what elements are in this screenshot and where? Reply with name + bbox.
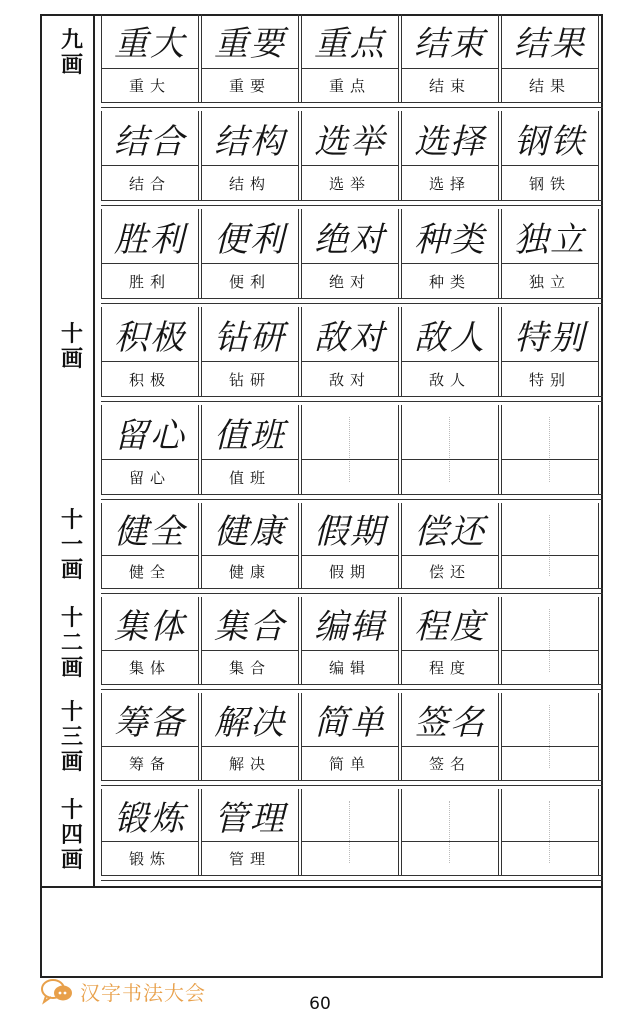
printed-word: 种类 bbox=[428, 272, 471, 291]
printed-word: 独立 bbox=[528, 272, 571, 291]
word-cell bbox=[501, 209, 599, 298]
handwritten-word: 积极 bbox=[102, 307, 198, 362]
empty-cell bbox=[501, 503, 599, 588]
printed-word bbox=[302, 842, 398, 875]
handwritten-word: 选择 bbox=[402, 111, 498, 166]
word-cell bbox=[101, 14, 199, 102]
printed-word: 集体 bbox=[128, 658, 171, 677]
handwritten-word bbox=[502, 503, 598, 556]
handwritten-word: 健康 bbox=[202, 503, 298, 556]
word-cell bbox=[401, 597, 499, 684]
footer-divider bbox=[40, 886, 603, 888]
handwritten-word: 钻研 bbox=[202, 307, 298, 362]
handwritten-word: 种类 bbox=[402, 209, 498, 264]
printed-word bbox=[402, 842, 498, 875]
handwritten-word: 钢铁 bbox=[502, 111, 598, 166]
grid-row bbox=[101, 693, 603, 780]
printed-word: 假期 bbox=[328, 563, 371, 582]
row-separator bbox=[101, 200, 603, 206]
row-separator bbox=[101, 780, 603, 786]
word-cell bbox=[401, 209, 499, 298]
grid-row bbox=[101, 14, 603, 102]
word-cell bbox=[501, 14, 599, 102]
printed-word bbox=[502, 460, 598, 494]
handwritten-word: 值班 bbox=[202, 405, 298, 460]
printed-word: 胜利 bbox=[128, 272, 171, 291]
printed-word: 结合 bbox=[128, 174, 171, 193]
handwritten-word: 偿还 bbox=[402, 503, 498, 556]
printed-word: 偿还 bbox=[428, 563, 471, 582]
empty-cell bbox=[401, 405, 499, 494]
handwritten-word bbox=[502, 597, 598, 651]
handwritten-word bbox=[502, 693, 598, 747]
printed-word: 绝对 bbox=[328, 272, 371, 291]
handwritten-word: 结束 bbox=[402, 14, 498, 69]
word-cell bbox=[101, 111, 199, 200]
empty-cell bbox=[501, 597, 599, 684]
handwritten-word: 假期 bbox=[302, 503, 398, 556]
printed-word: 留心 bbox=[128, 468, 171, 487]
row-separator bbox=[101, 396, 603, 402]
word-cell bbox=[201, 693, 299, 780]
word-cell bbox=[201, 209, 299, 298]
printed-word: 锻炼 bbox=[128, 850, 171, 869]
word-cell bbox=[301, 693, 399, 780]
handwritten-word: 筹备 bbox=[102, 693, 198, 747]
handwritten-word: 绝对 bbox=[302, 209, 398, 264]
printed-word bbox=[502, 747, 598, 780]
printed-word: 集合 bbox=[228, 658, 271, 677]
printed-word: 敌对 bbox=[328, 370, 371, 389]
printed-word: 重要 bbox=[228, 76, 271, 95]
word-cell bbox=[401, 503, 499, 588]
empty-cell bbox=[501, 405, 599, 494]
word-cell bbox=[301, 503, 399, 588]
handwritten-word: 敌对 bbox=[302, 307, 398, 362]
word-cell bbox=[201, 405, 299, 494]
word-cell bbox=[101, 503, 199, 588]
stroke-label-13: 十三画 bbox=[60, 700, 83, 775]
printed-word: 签名 bbox=[428, 754, 471, 773]
empty-cell bbox=[301, 405, 399, 494]
printed-word: 结果 bbox=[528, 76, 571, 95]
word-cell bbox=[101, 405, 199, 494]
word-cell bbox=[501, 111, 599, 200]
printed-word bbox=[502, 651, 598, 684]
handwritten-word: 编辑 bbox=[302, 597, 398, 651]
printed-word: 编辑 bbox=[328, 658, 371, 677]
printed-word: 健全 bbox=[128, 563, 171, 582]
handwritten-word: 集合 bbox=[202, 597, 298, 651]
printed-word: 结构 bbox=[228, 174, 271, 193]
stroke-label-9: 九画 bbox=[60, 28, 83, 78]
stroke-label-10: 十画 bbox=[60, 322, 83, 372]
word-cell bbox=[301, 307, 399, 396]
printed-word bbox=[502, 842, 598, 875]
printed-word: 结束 bbox=[428, 76, 471, 95]
printed-word bbox=[402, 460, 498, 494]
printed-word: 健康 bbox=[228, 563, 271, 582]
word-cell bbox=[301, 111, 399, 200]
word-cell bbox=[201, 789, 299, 875]
empty-cell bbox=[301, 789, 399, 875]
grid-row bbox=[101, 503, 603, 588]
stroke-label-11: 十一画 bbox=[60, 508, 83, 583]
row-separator bbox=[101, 684, 603, 690]
grid-row bbox=[101, 789, 603, 875]
word-cell bbox=[201, 111, 299, 200]
word-cell bbox=[301, 14, 399, 102]
handwritten-word: 集体 bbox=[102, 597, 198, 651]
handwritten-word: 留心 bbox=[102, 405, 198, 460]
printed-word: 重大 bbox=[128, 76, 171, 95]
empty-cell bbox=[501, 693, 599, 780]
printed-word: 敌人 bbox=[428, 370, 471, 389]
handwritten-word bbox=[302, 789, 398, 842]
handwritten-word: 锻炼 bbox=[102, 789, 198, 842]
printed-word: 筹备 bbox=[128, 754, 171, 773]
word-cell bbox=[101, 789, 199, 875]
empty-cell bbox=[501, 789, 599, 875]
handwritten-word: 管理 bbox=[202, 789, 298, 842]
handwritten-word bbox=[502, 789, 598, 842]
word-cell bbox=[401, 307, 499, 396]
printed-word: 简单 bbox=[328, 754, 371, 773]
handwritten-word: 结构 bbox=[202, 111, 298, 166]
grid-row bbox=[101, 307, 603, 396]
word-cell bbox=[201, 597, 299, 684]
printed-word: 特别 bbox=[528, 370, 571, 389]
word-cell bbox=[201, 14, 299, 102]
grid-row bbox=[101, 597, 603, 684]
grid-row bbox=[101, 209, 603, 298]
handwritten-word: 解决 bbox=[202, 693, 298, 747]
word-cell bbox=[401, 693, 499, 780]
word-cell bbox=[201, 307, 299, 396]
word-cell bbox=[101, 307, 199, 396]
handwritten-word: 敌人 bbox=[402, 307, 498, 362]
handwritten-word: 结合 bbox=[102, 111, 198, 166]
handwritten-word: 胜利 bbox=[102, 209, 198, 264]
word-cell bbox=[401, 14, 499, 102]
handwritten-word: 简单 bbox=[302, 693, 398, 747]
row-separator bbox=[101, 494, 603, 500]
printed-word: 选择 bbox=[428, 174, 471, 193]
stroke-label-12: 十二画 bbox=[60, 606, 83, 681]
printed-word bbox=[302, 460, 398, 494]
handwritten-word: 结果 bbox=[502, 14, 598, 69]
handwritten-word: 程度 bbox=[402, 597, 498, 651]
word-cell bbox=[301, 209, 399, 298]
printed-word bbox=[502, 556, 598, 588]
printed-word: 重点 bbox=[328, 76, 371, 95]
printed-word: 选举 bbox=[328, 174, 371, 193]
printed-word: 值班 bbox=[228, 468, 271, 487]
word-cell bbox=[301, 597, 399, 684]
printed-word: 便利 bbox=[228, 272, 271, 291]
handwritten-word: 健全 bbox=[102, 503, 198, 556]
row-separator bbox=[101, 875, 603, 881]
watermark-text: 汉字书法大会 bbox=[80, 980, 206, 1005]
stroke-label-14: 十四画 bbox=[60, 798, 83, 873]
printed-word: 程度 bbox=[428, 658, 471, 677]
printed-word: 钢铁 bbox=[528, 174, 571, 193]
grid-row bbox=[101, 111, 603, 200]
printed-word: 积极 bbox=[128, 370, 171, 389]
handwritten-word: 签名 bbox=[402, 693, 498, 747]
grid-row bbox=[101, 405, 603, 494]
handwritten-word: 选举 bbox=[302, 111, 398, 166]
word-cell bbox=[501, 307, 599, 396]
word-cell bbox=[401, 111, 499, 200]
handwritten-word: 独立 bbox=[502, 209, 598, 264]
word-cell bbox=[101, 693, 199, 780]
printed-word: 管理 bbox=[228, 850, 271, 869]
handwritten-word bbox=[402, 789, 498, 842]
handwritten-word: 便利 bbox=[202, 209, 298, 264]
row-separator bbox=[101, 102, 603, 108]
row-separator bbox=[101, 588, 603, 594]
row-separator bbox=[101, 298, 603, 304]
printed-word: 解决 bbox=[228, 754, 271, 773]
page-number: 60 bbox=[309, 994, 331, 1014]
word-cell bbox=[101, 209, 199, 298]
word-cell bbox=[201, 503, 299, 588]
handwritten-word: 特别 bbox=[502, 307, 598, 362]
handwritten-word bbox=[302, 405, 398, 460]
handwritten-word bbox=[502, 405, 598, 460]
word-cell bbox=[101, 597, 199, 684]
handwritten-word: 重大 bbox=[102, 14, 198, 69]
handwritten-word: 重要 bbox=[202, 14, 298, 69]
printed-word: 钻研 bbox=[228, 370, 271, 389]
handwritten-word: 重点 bbox=[302, 14, 398, 69]
handwritten-word bbox=[402, 405, 498, 460]
empty-cell bbox=[401, 789, 499, 875]
